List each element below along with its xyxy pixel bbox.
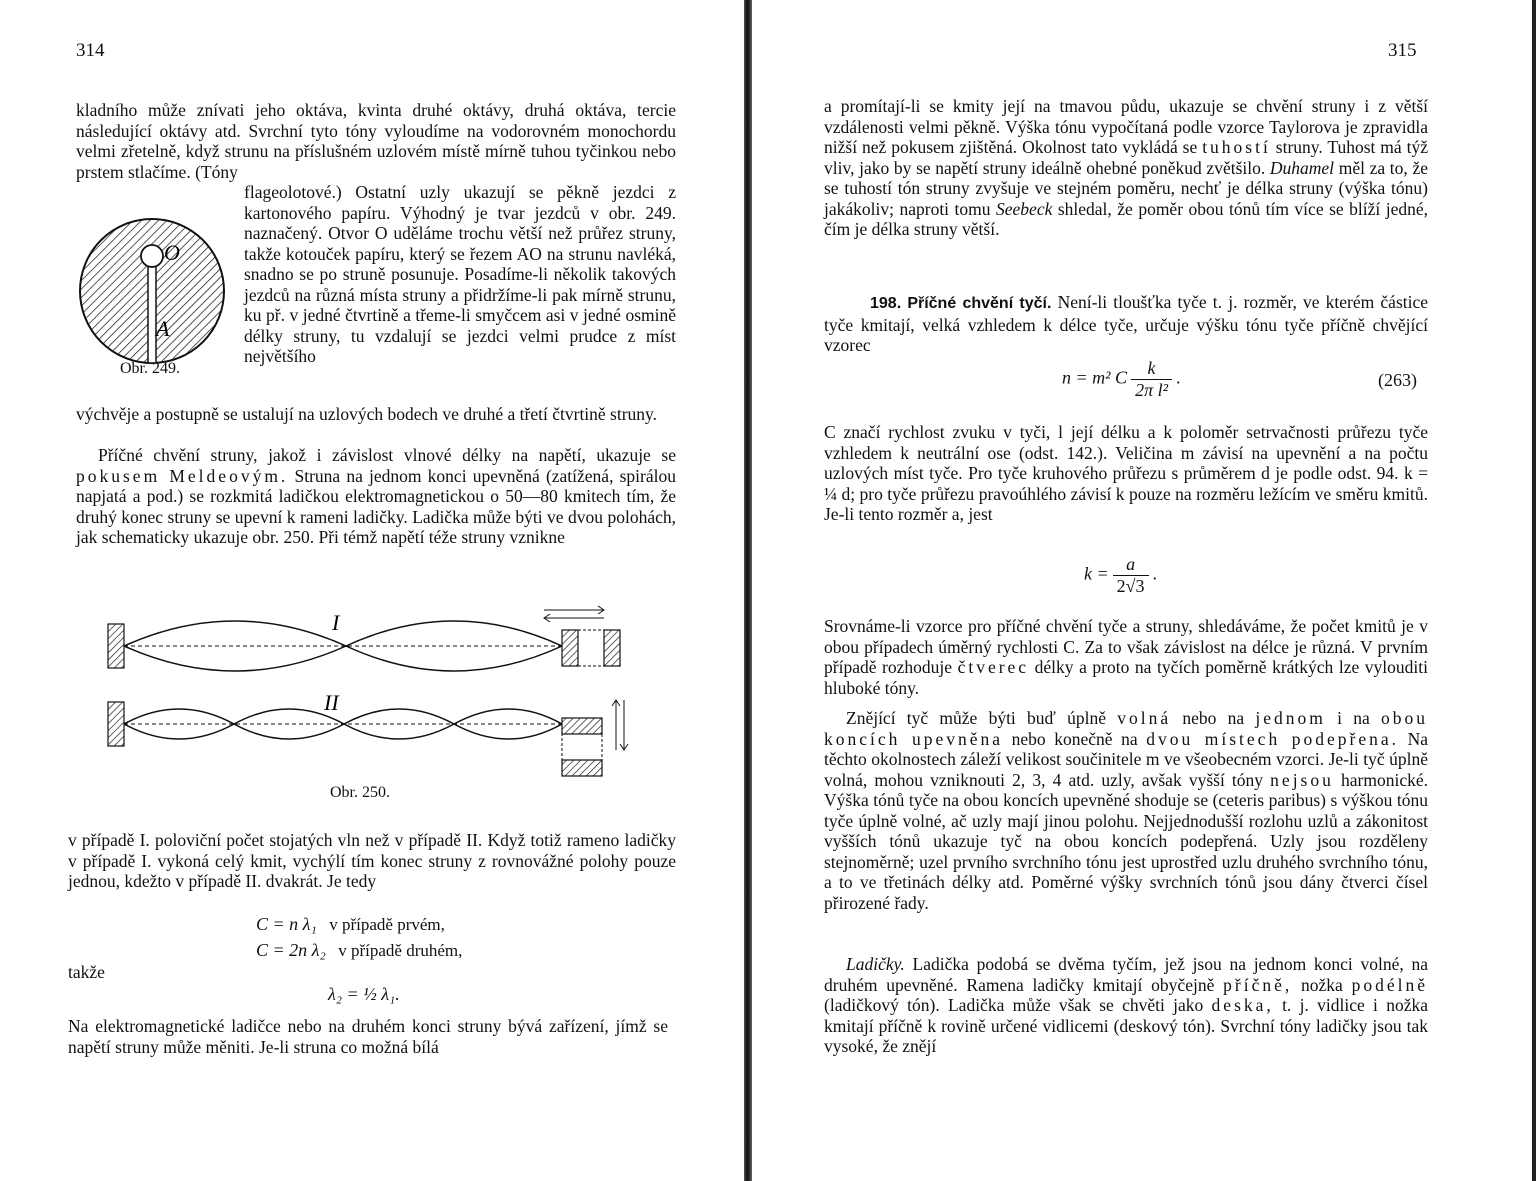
right-para6 xyxy=(824,954,1428,1057)
left-para2-spaced: pokusem Meldeovým. xyxy=(76,465,289,486)
right-para5-f: harmonické. Výška tónů tyče na obou koncích upevněné shoduje se (ceteris paribus) s výškou tónu tyče úplně volné, ač uzly mají jinou polohu. Nejjednodušší rozlohu uzlů a zákonitost vyšších tónů ukazuje tyč na obou koncích podepřená. Uzly jsou rozděleny stejnoměrně; uzel prvního svrchního tónu jest uprostřed uzlu druhého svrchního tónu, a to ve třetinách délky atd. Poměrné výšky svrchních tónů jsou dány čtverci čísel přirozené řady. xyxy=(824,769,1428,913)
right-para5-e: Na těchto okolnostech záleží velikost součinitele m ve všeobecném vzorci. Je-li tyč úplně volná, mohou vzniknouti 2, 3, 4 atd. uzly, avšak vyšší tóny xyxy=(824,728,1429,790)
right-para5-spaced-3: obou koncích upevněna xyxy=(824,708,1428,749)
right-para1-c: měl za to, že se tuhostí tón struny zvyšuje ve stejném poměru, nechť je délka struny (výška tónu) jakákoliv; naproti tomu xyxy=(824,157,1428,219)
fig249-label-a: A xyxy=(156,316,170,341)
right-para1-duhamel: Duhamel xyxy=(1269,157,1335,178)
page-edge-right xyxy=(1532,0,1536,1181)
fig250-label-i: I xyxy=(332,610,340,635)
eqk-denominator: 2√3 xyxy=(1113,575,1149,597)
right-para5-b: nebo na xyxy=(1171,708,1256,728)
book-gutter xyxy=(744,0,752,1181)
right-para5-a: Znějící tyč může býti buď úplně xyxy=(846,708,1118,728)
right-para6-spaced-1: příčně, xyxy=(1223,974,1293,995)
fig249-label-o: O xyxy=(164,240,180,265)
equation-number-263: (263) xyxy=(1378,370,1417,390)
right-para1-spaced: tuhostí xyxy=(1202,137,1271,157)
left-para1-full: kladního může znívati jeho oktáva, kvinta druhé oktávy, druhá oktáva, tercie následující oktávy atd. Svrchní tyto tóny vyloudíme na vodorovném monochordu velmi zřetelně, když strunu na příslušném uzlovém místě mírně tuhou tyčinkou nebo prstem stlačíme. (Tóny xyxy=(76,100,676,182)
right-para5-c: i na xyxy=(1325,708,1381,728)
equation-1 xyxy=(256,914,445,935)
right-para6-d: t. j. vidlice i nožka kmitají příčně k rovině určené vidlicemi (deskový tón). Svrchní tóny ladičky jsou tak vysoké, že znějí xyxy=(824,995,1428,1056)
right-para6-a: Ladička podobá se dvěma tyčím, jež jsou na jednom konci volné, na druhém upevněné. Ramena ladičky kmitají obyčejně xyxy=(824,954,1428,995)
eq1-lhs: C = n λ₁ xyxy=(256,914,317,934)
equation-k: k = $\frac{a}{2√3}$ . xyxy=(1084,554,1158,596)
left-para2-a: Příčné chvění struny, jakož i závislost vlnové délky na napětí, ukazuje se xyxy=(98,445,676,465)
right-para4 xyxy=(824,616,1428,698)
right-para5-spaced-5: nejsou xyxy=(1270,769,1334,790)
eq263-lhs: n = m² C xyxy=(1062,367,1128,388)
right-para1-b: struny. Tuhost má týž vliv, jako by se napětí struny ideálně ohebné poněkud zvětšilo. xyxy=(824,137,1428,178)
left-para3: v případě I. poloviční počet stojatých vln než v případě II. Když totiž rameno ladičky v případě I. vykoná celý kmit, vychýlí tím konec struny z rovnovážné polohy pouze jednou, kdežto v případě II. dvakrát. Je tedy xyxy=(68,830,676,891)
equation-2 xyxy=(256,940,462,961)
right-para6-ladicky: Ladičky. xyxy=(846,954,905,974)
right-para6-c: (ladičkový tón). Ladička může však se chvěti jako xyxy=(824,995,1212,1015)
left-page xyxy=(0,0,744,1181)
right-para5-spaced-2: jednom xyxy=(1255,708,1326,728)
figure-249 xyxy=(72,196,242,386)
section-title: Příčné chvění tyčí. xyxy=(907,295,1052,312)
left-para2-b: Struna na jednom konci upevněná (zatížená, spirálou napjatá a pod.) se rozkmitá ladičkou elektromagnetickou o 50—80 kmitech tím, že druhý konec struny se upevní k rameni ladičky. Ladička může býti ve dvou polohách, jak schematicky ukazuje obr. 250. Při témž napětí téže struny vznikne xyxy=(76,465,676,547)
right-para4-a: Srovnáme-li vzorce pro příčné chvění tyče a struny, shledáváme, že počet kmitů je v obou případech úměrný rychlosti C. Za to však závislost na délce je různá. V prvním případě rozhoduje xyxy=(824,616,1428,677)
eq263-denominator: 2π l² xyxy=(1131,379,1172,401)
eq1-text: v případě prvém, xyxy=(329,915,445,934)
right-para5-spaced-4: dvou místech podepřena. xyxy=(1146,728,1400,749)
figure-250 xyxy=(104,600,634,780)
right-para2: Není-li tloušťka tyče t. j. rozměr, ve kterém částice tyče kmitají, velká vzhledem k délce tyče, určuje výšku tónu tyče příčně chvějící vzorec xyxy=(824,292,1429,355)
left-para1-wrap: flageolotové.) Ostatní uzly ukazují se pěkně jezdci z kartonového papíru. Výhodný je tvar jezdců v obr. 249. naznačený. Otvor O uděláme trochu větší než průřez struny, takže kotouček papíru, který se řezem AO na strunu navléká, snadno se po struně posunuje. Posadíme-li několik takových jezdců na různá místa struny a přidržíme-li pak mírně strunu, ku př. v jedné čtvrtině a třeme-li smyčcem asi v jedné osmině délky struny, tu vzdalují se jezdci velmi prudce z míst největšího xyxy=(244,182,676,366)
page-number-left: 314 xyxy=(76,40,105,61)
right-para4-spaced: čtverec xyxy=(957,657,1030,677)
right-para6-spaced-2: podélně xyxy=(1351,974,1428,995)
fig250-label-ii: II xyxy=(324,690,339,715)
right-para5 xyxy=(824,708,1428,913)
left-para2 xyxy=(76,445,676,548)
fig249-caption: Obr. 249. xyxy=(120,360,180,377)
equation-263: n = m² C $\frac{k}{\text{2π l²}}$ . xyxy=(1062,358,1181,400)
right-para3: C značí rychlost zvuku v tyči, l její délku a k poloměr setrvačnosti průřezu tyče vzhledem k neutrální ose (odst. 142.). Veličina m závisí na upevnění a na počtu uzlových míst tyče. Pro tyče kruhového průřezu s průměrem d je podle odst. 94. k = ¼ d; pro tyče průřezu pravoúhlého závisí k pouze na rozměru ležícím ve směru kmitů. Je-li tento rozměr a, jest xyxy=(824,422,1428,524)
right-para1-d: shledal, že poměr obou tónů tím více se blíží jedné, čím je délka struny větší. xyxy=(824,198,1429,239)
section-198 xyxy=(824,292,1428,356)
right-para6-b: nožka xyxy=(1292,974,1352,995)
right-para5-spaced-1: volná xyxy=(1117,708,1172,728)
right-para1 xyxy=(824,96,1428,240)
takze-label: takže xyxy=(68,962,105,982)
right-para1-a: a promítají-li se kmity její na tmavou půdu, ukazuje se chvění struny i z větší vzdálenosti velmi pěkně. Výška tónu vypočítaná podle vzorce Taylorova je zpravidla nižší než pokusem zjištěná. Okolnost tato vykládá se xyxy=(824,96,1428,157)
left-para4: Na elektromagnetické ladičce nebo na druhém konci struny bývá zařízení, jímž se napětí struny může měniti. Je-li struna co možná bílá xyxy=(68,1016,668,1057)
right-page xyxy=(752,0,1536,1181)
left-para1-tail: výchvěje a postupně se ustalují na uzlových bodech ve druhé a třetí čtvrtině struny. xyxy=(76,404,658,424)
right-para4-b: délky a proto na tyčích poměrně krátkých lze vylouditi hluboké tóny. xyxy=(824,657,1428,698)
equation-3: λ₂ = ½ λ₁. xyxy=(328,984,400,1004)
fig250-caption: Obr. 250. xyxy=(330,784,390,801)
page-number-right: 315 xyxy=(1388,40,1417,61)
section-number: 198. xyxy=(870,295,902,312)
eqk-numerator: a xyxy=(1126,554,1136,574)
right-para5-d: nebo konečně na xyxy=(1003,728,1147,749)
eq263-numerator: k xyxy=(1147,358,1156,378)
eq2-lhs: C = 2n λ₂ xyxy=(256,940,326,960)
right-para6-spaced-3: deska, xyxy=(1211,995,1274,1015)
eqk-lhs: k = xyxy=(1084,563,1109,584)
eq2-text: v případě druhém, xyxy=(338,941,463,960)
right-para1-seebeck: Seebeck xyxy=(996,198,1053,219)
